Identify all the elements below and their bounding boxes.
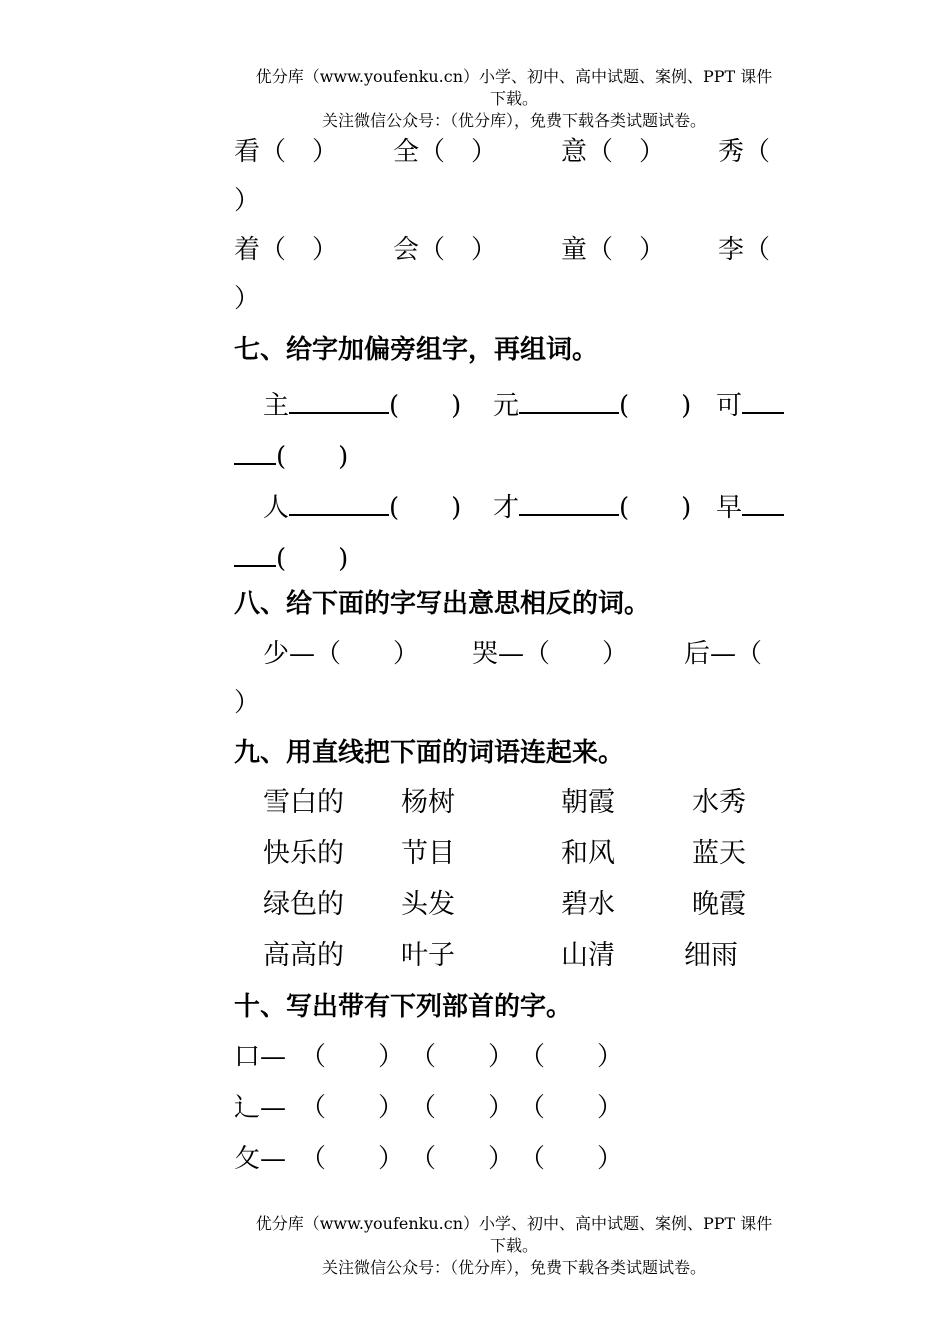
s6-r2-c3: 童（ ） (561, 235, 666, 265)
s6-r1-wrap: ） (234, 186, 261, 216)
header-bottom-line2: 关注微信公众号：（优分库），免费下载各类试题试卷。 (321, 1258, 706, 1277)
s7-r1-item2 (493, 386, 691, 421)
s7-r2-wrap (234, 539, 348, 574)
s7-r1-paren1: ( ) (389, 391, 462, 421)
s10-r1-radical: 口— (234, 1042, 287, 1072)
s10-r1-b1: （ ） (300, 1042, 405, 1072)
s6-r1-c3: 意（ ） (561, 137, 666, 167)
s7-r1-char3: 可 (716, 391, 743, 421)
s7-r1-blank2[interactable] (519, 386, 619, 414)
s9-c3-w4: 山清 (561, 940, 615, 971)
s10-r1-b3: （ ） (519, 1042, 624, 1072)
s7-r2-char3: 早 (716, 493, 743, 523)
header-top-line1: 优分库（www.youfenku.cn）小学、初中、高中试题、案例、PPT 课件 (255, 67, 773, 86)
s7-r1-char1: 主 (263, 391, 290, 421)
s10-r3-radical: 攵— (234, 1144, 287, 1174)
s7-r1-paren2: ( ) (619, 391, 692, 421)
s7-r1-char2: 元 (493, 391, 520, 421)
s6-r2-wrap: ） (234, 284, 261, 314)
s9-c4-w2: 蓝天 (692, 838, 746, 869)
header-top-line2: 关注微信公众号：（优分库），免费下载各类试题试卷。 (321, 111, 706, 130)
s7-r1-paren3: ( ) (276, 442, 349, 472)
s6-r1-c1: 看（ ） (234, 137, 339, 167)
s8-item3: 后—（ (684, 639, 763, 669)
header-bottom-line1b: 下载。 (489, 1236, 538, 1255)
s9-c3-w3: 碧水 (561, 889, 615, 920)
s9-c4-w1: 水秀 (692, 787, 746, 818)
s8-item2: 哭—（ ） (472, 639, 629, 669)
s7-r2-paren1: ( ) (389, 493, 462, 523)
s7-r2-item3 (716, 488, 784, 523)
header-top (234, 66, 794, 110)
s9-title: 九、用直线把下面的词语连起来。 (234, 738, 625, 768)
s9-c3-w2: 和风 (561, 838, 615, 869)
s9-c2-w4: 叶子 (401, 940, 455, 971)
s7-r2-item1 (263, 488, 461, 523)
header-bottom (234, 1213, 794, 1257)
s7-r2-char1: 人 (263, 493, 290, 523)
s6-r2-c1: 着（ ） (234, 235, 339, 265)
s6-r1-c2: 全（ ） (393, 137, 498, 167)
s7-r1-blank1[interactable] (289, 386, 389, 414)
s7-r2-blank2[interactable] (519, 488, 619, 516)
s10-r3-b3: （ ） (519, 1144, 624, 1174)
s9-c4-w3: 晚霞 (692, 889, 746, 920)
s10-r2-b1: （ ） (300, 1093, 405, 1123)
s10-r3-b1: （ ） (300, 1144, 405, 1174)
s9-c2-w1: 杨树 (401, 787, 455, 818)
s7-r2-paren2: ( ) (619, 493, 692, 523)
s9-c1-w3: 绿色的 (263, 889, 344, 920)
s10-r3-b2: （ ） (410, 1144, 515, 1174)
s7-r1-item3 (716, 386, 784, 421)
s9-c3-w1: 朝霞 (561, 787, 615, 818)
s6-r1-c4: 秀（ (718, 137, 771, 167)
s10-r2-b3: （ ） (519, 1093, 624, 1123)
s8-item1: 少—（ ） (263, 639, 420, 669)
s7-r1-wrap (234, 437, 348, 472)
s9-c1-w2: 快乐的 (263, 838, 344, 869)
s9-c1-w4: 高高的 (263, 940, 344, 971)
s8-title: 八、给下面的字写出意思相反的词。 (234, 589, 651, 619)
s10-title: 十、写出带有下列部首的字。 (234, 992, 573, 1022)
s9-c1-w1: 雪白的 (263, 787, 344, 818)
s6-r2-c4: 李（ (718, 235, 771, 265)
s8-wrap: ） (234, 688, 261, 718)
s7-r2-blank3a[interactable] (742, 488, 784, 516)
s7-r2-blank1[interactable] (289, 488, 389, 516)
s6-r2-c2: 会（ ） (393, 235, 498, 265)
s7-r2-item2 (493, 488, 691, 523)
header-bottom-line1: 优分库（www.youfenku.cn）小学、初中、高中试题、案例、PPT 课件 (255, 1214, 773, 1233)
s9-c2-w3: 头发 (401, 889, 455, 920)
s7-r1-item1 (263, 386, 461, 421)
header-top-line1b: 下载。 (489, 89, 538, 108)
s9-c4-w4: 细雨 (684, 940, 738, 971)
s9-c2-w2: 节目 (401, 838, 455, 869)
s7-r1-blank3b[interactable] (234, 437, 276, 465)
s7-r2-blank3b[interactable] (234, 539, 276, 567)
s10-r1-b2: （ ） (410, 1042, 515, 1072)
s7-title: 七、给字加偏旁组字，再组词。 (234, 335, 599, 365)
s7-r1-blank3a[interactable] (742, 386, 784, 414)
s10-r2-radical: 辶— (234, 1093, 287, 1123)
s10-r2-b2: （ ） (410, 1093, 515, 1123)
s7-r2-paren3: ( ) (276, 544, 349, 574)
s7-r2-char2: 才 (493, 493, 520, 523)
